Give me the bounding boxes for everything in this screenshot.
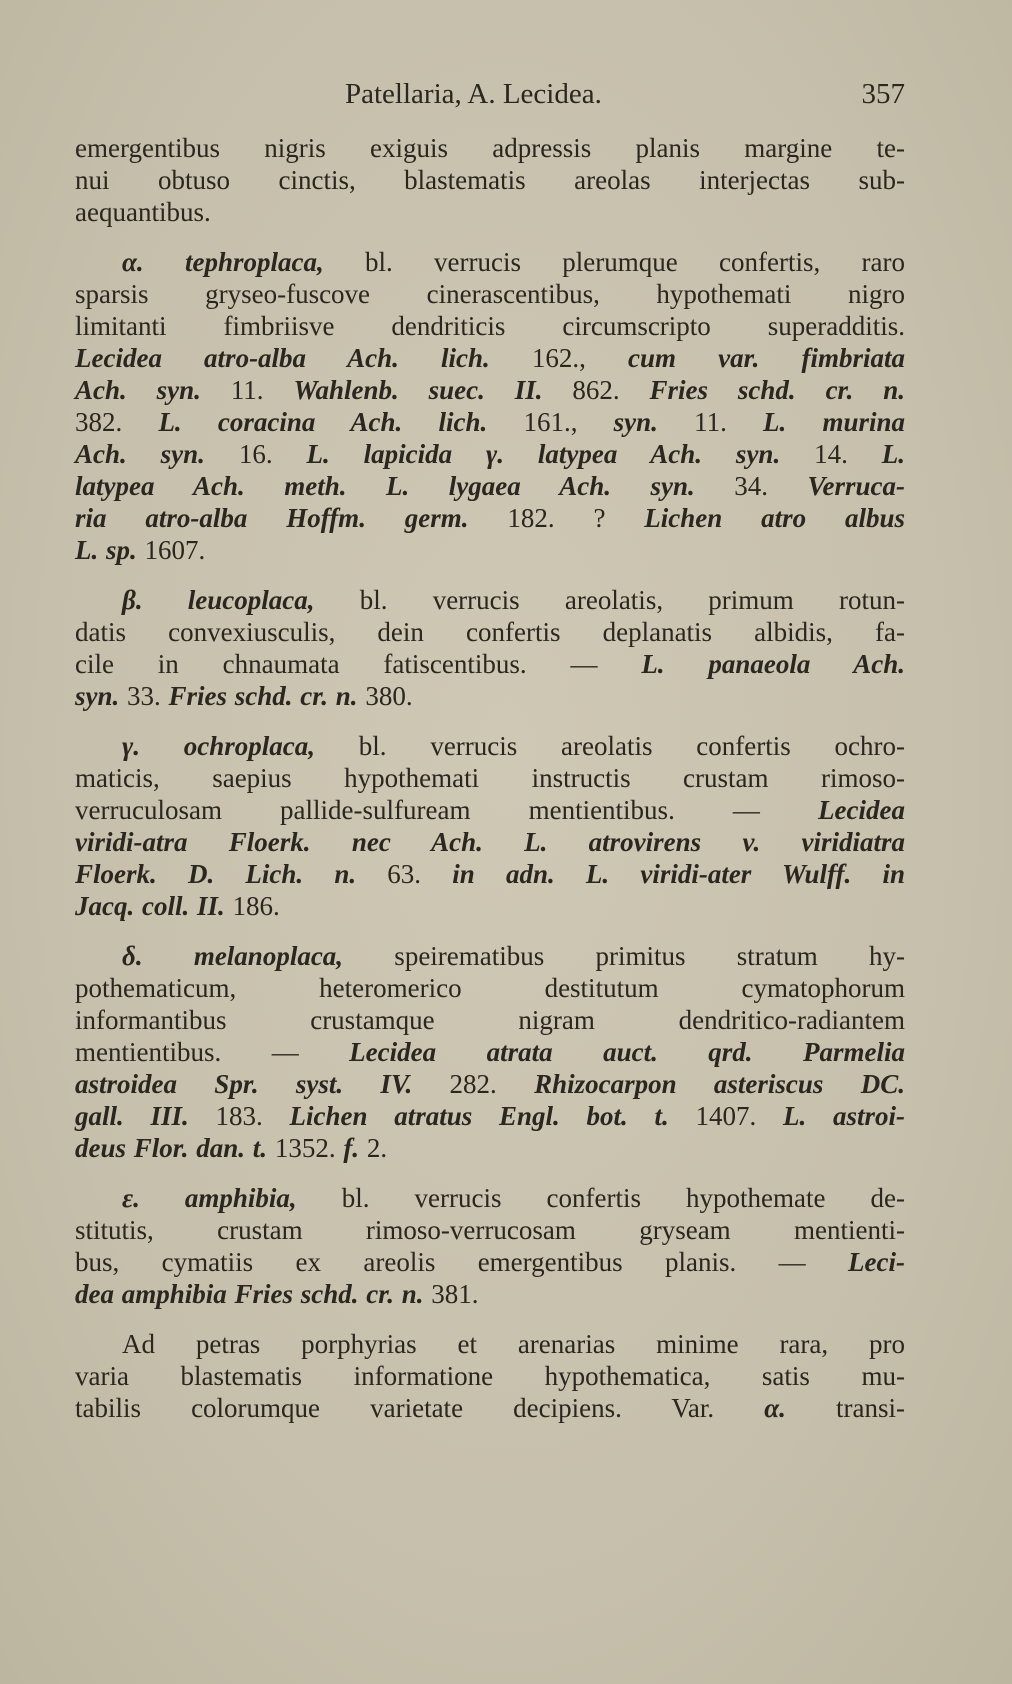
text-segment: 161.,: [487, 407, 614, 437]
italic-citation-text: δ. melanoplaca,: [122, 941, 344, 971]
italic-citation-text: in adn. L. viridi-ater Wulff. in: [452, 859, 906, 889]
text-segment: aequantibus.: [75, 197, 211, 227]
text-line: [122, 940, 905, 972]
italic-citation-text: Wahlenb. suec. II.: [293, 375, 543, 405]
text-segment: 11.: [200, 375, 294, 405]
italic-citation-text: Jacq. coll. II.: [75, 891, 225, 921]
text-line: [75, 278, 905, 310]
italic-citation-text: Verruca-: [807, 471, 905, 501]
text-segment: bl. verrucis plerumque confertis, raro: [323, 247, 905, 277]
text-segment: stitutis, crustam rimoso-verrucosam gryseam mentienti-: [75, 1215, 905, 1245]
italic-citation-text: Leci-: [848, 1247, 905, 1277]
page-number: 357: [861, 78, 905, 110]
text-segment: 14.: [780, 439, 882, 469]
text-line: [75, 1100, 905, 1132]
text-line: [122, 1182, 905, 1214]
text-segment: 862.: [542, 375, 650, 405]
italic-citation-text: L. astroi-: [783, 1101, 905, 1131]
text-line: [122, 1328, 905, 1360]
text-line: [75, 534, 905, 566]
italic-citation-text: L.: [881, 439, 906, 469]
text-segment: 380.: [357, 681, 413, 711]
text-line: [75, 310, 905, 342]
running-title: Patellaria, A. Lecidea.: [345, 78, 602, 110]
text-line: [75, 342, 905, 374]
italic-citation-text: ria atro-alba Hoffm. germ.: [75, 503, 469, 533]
italic-citation-text: Ach. syn.: [75, 439, 205, 469]
text-segment: limitanti fimbriisve dendriticis circumscripto superadditis.: [75, 311, 905, 341]
italic-citation-text: L. murina: [763, 407, 905, 437]
text-segment: bl. verrucis areolatis, primum rotun-: [314, 585, 905, 615]
text-line: [75, 1036, 905, 1068]
text-segment: speirematibus primitus stratum hy-: [343, 941, 905, 971]
text-line: [75, 794, 905, 826]
italic-citation-text: viridi-atra Floerk. nec Ach. L. atrovirens v. viridiatra: [75, 827, 905, 857]
text-line: [75, 502, 905, 534]
text-line: [75, 1360, 905, 1392]
italic-citation-text: α. tephroplaca,: [122, 247, 324, 277]
italic-citation-text: L. sp.: [75, 535, 137, 565]
text-line: [75, 762, 905, 794]
italic-citation-text: f.: [343, 1133, 360, 1163]
text-line: [122, 246, 905, 278]
text-segment: 33.: [119, 681, 169, 711]
italic-citation-text: Ach. syn.: [75, 375, 201, 405]
text-segment: 382.: [75, 407, 159, 437]
text-line: [75, 1392, 905, 1424]
text-line: [75, 1214, 905, 1246]
text-line: [75, 1246, 905, 1278]
text-segment: mentientibus. —: [75, 1037, 350, 1067]
text-segment: 1607.: [136, 535, 206, 565]
text-segment: 2.: [359, 1133, 388, 1163]
text-line: [75, 164, 905, 196]
text-line: [75, 1004, 905, 1036]
italic-citation-text: latypea Ach. meth. L. lygaea Ach. syn.: [75, 471, 695, 501]
text-line: [75, 890, 905, 922]
page-header: [75, 78, 905, 114]
text-segment: datis convexiusculis, dein confertis deplanatis albidis, fa-: [75, 617, 905, 647]
text-segment: bl. verrucis confertis hypothemate de-: [296, 1183, 905, 1213]
text-line: [75, 132, 905, 164]
text-line: [75, 1132, 905, 1164]
italic-citation-text: gall. III.: [75, 1101, 189, 1131]
text-segment: 11.: [657, 407, 764, 437]
italic-citation-text: syn.: [613, 407, 658, 437]
text-segment: 182. ?: [468, 503, 645, 533]
italic-citation-text: Rhizocarpon asteriscus DC.: [534, 1069, 905, 1099]
text-segment: varia blastematis informatione hypothematica, satis mu-: [75, 1361, 905, 1391]
text-line: [75, 406, 905, 438]
italic-citation-text: Fries schd. cr. n.: [168, 681, 358, 711]
italic-citation-text: L. coracina Ach. lich.: [158, 407, 488, 437]
text-segment: nui obtuso cinctis, blastematis areolas interjectas sub-: [75, 165, 905, 195]
italic-citation-text: Lecidea atro-alba Ach. lich.: [75, 343, 490, 373]
text-segment: cile in chnaumata fatiscentibus. —: [75, 649, 642, 679]
text-line: [75, 438, 905, 470]
text-segment: pothematicum, heteromerico destitutum cymatophorum: [75, 973, 905, 1003]
italic-citation-text: L. lapicida γ. latypea Ach. syn.: [306, 439, 781, 469]
text-segment: informantibus crustamque nigram dendritico-radiantem: [75, 1005, 905, 1035]
text-line: [75, 1068, 905, 1100]
text-segment: 186.: [224, 891, 280, 921]
text-line: [75, 470, 905, 502]
italic-citation-text: deus Flor. dan. t.: [75, 1133, 268, 1163]
italic-citation-text: β. leucoplaca,: [122, 585, 315, 615]
text-line: [75, 972, 905, 1004]
text-segment: sparsis gryseo-fuscove cinerascentibus, hypothemati nigro: [75, 279, 905, 309]
italic-citation-text: ε. amphibia,: [122, 1183, 297, 1213]
text-segment: tabilis colorumque varietate decipiens. Var.: [75, 1393, 765, 1423]
text-line: [75, 374, 905, 406]
italic-citation-text: Lecidea: [818, 795, 905, 825]
text-segment: 63.: [356, 859, 453, 889]
italic-citation-text: dea amphibia Fries schd. cr. n.: [75, 1279, 424, 1309]
text-segment: 282.: [412, 1069, 535, 1099]
text-line: [75, 648, 905, 680]
text-segment: 1352.: [267, 1133, 344, 1163]
text-line: [75, 826, 905, 858]
text-line: [75, 1278, 905, 1310]
italic-citation-text: syn.: [75, 681, 120, 711]
text-segment: Ad petras porphyrias et arenarias minime rara, pro: [122, 1329, 905, 1359]
text-segment: 162.,: [489, 343, 629, 373]
text-segment: 381.: [423, 1279, 479, 1309]
text-segment: 183.: [188, 1101, 290, 1131]
italic-citation-text: α.: [764, 1393, 786, 1423]
italic-citation-text: Floerk. D. Lich. n.: [75, 859, 357, 889]
italic-citation-text: cum var. fimbriata: [628, 343, 905, 373]
text-line: [122, 584, 905, 616]
text-line: [75, 858, 905, 890]
text-line: [122, 730, 905, 762]
italic-citation-text: L. panaeola Ach.: [641, 649, 905, 679]
italic-citation-text: Lichen atratus Engl. bot. t.: [289, 1101, 669, 1131]
italic-citation-text: Fries schd. cr. n.: [649, 375, 905, 405]
text-segment: 34.: [694, 471, 808, 501]
italic-citation-text: γ. ochroplaca,: [122, 731, 316, 761]
text-segment: transi-: [785, 1393, 905, 1423]
text-segment: 16.: [204, 439, 307, 469]
italic-citation-text: Lecidea atrata auct. qrd. Parmelia: [349, 1037, 905, 1067]
italic-citation-text: astroidea Spr. syst. IV.: [75, 1069, 413, 1099]
text-segment: bus, cymatiis ex areolis emergentibus planis. —: [75, 1247, 849, 1277]
text-segment: bl. verrucis areolatis confertis ochro-: [315, 731, 906, 761]
text-segment: maticis, saepius hypothemati instructis crustam rimoso-: [75, 763, 905, 793]
text-segment: verruculosam pallide-sulfuream mentientibus. —: [75, 795, 819, 825]
text-segment: 1407.: [668, 1101, 783, 1131]
text-line: [75, 616, 905, 648]
text-line: [75, 196, 905, 228]
italic-citation-text: Lichen atro albus: [644, 503, 906, 533]
text-segment: emergentibus nigris exiguis adpressis planis margine te-: [75, 133, 905, 163]
text-line: [75, 680, 905, 712]
